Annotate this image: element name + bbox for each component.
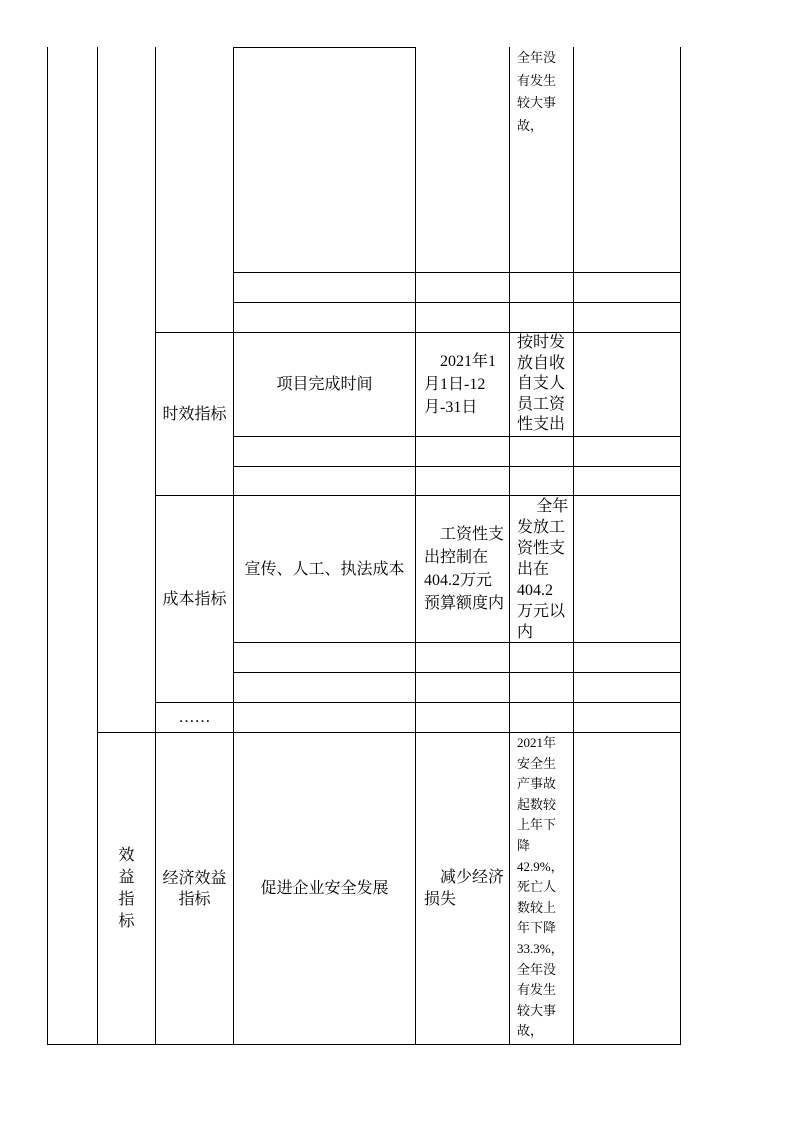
target-value-text: 减少经济 损失 [424, 868, 505, 908]
target-value-cell [415, 47, 510, 273]
indicator-cell [233, 732, 416, 1045]
actual-value-cell [509, 302, 574, 333]
indicator-cell [233, 436, 416, 467]
remark-cell [573, 466, 681, 496]
level2-indicator-cell [97, 47, 156, 733]
remark-cell [573, 672, 681, 703]
level3-indicator-cell [155, 47, 234, 333]
level3-indicator-cell-economic-benefit [155, 732, 234, 1045]
target-value-cell [415, 642, 510, 673]
actual-value-cell [509, 332, 574, 437]
actual-value-cell [509, 272, 574, 303]
indicator-cell [233, 495, 416, 643]
level3-indicator-cell-cost [155, 495, 234, 703]
actual-value-text: 全年没 有发生 较大事 故， [517, 50, 557, 133]
remark-cell [573, 272, 681, 303]
indicator-name: 促进企业安全发展 [260, 880, 389, 897]
target-value-cell [415, 466, 510, 496]
level3-indicator-label: 时效指标 [162, 405, 227, 423]
actual-value-cell [509, 495, 574, 643]
target-value-cell [415, 302, 510, 333]
level3-indicator-label: 成本指标 [162, 590, 227, 608]
remark-cell [573, 732, 681, 1045]
target-value-cell [415, 272, 510, 303]
indicator-cell [233, 47, 416, 273]
actual-value-cell [509, 642, 574, 673]
actual-value-cell [509, 732, 574, 1045]
target-value-cell [415, 436, 510, 467]
target-value-cell [415, 732, 510, 1045]
level1-indicator-cell [47, 47, 98, 1045]
target-value-cell [415, 495, 510, 643]
level3-indicator-cell-timeliness [155, 332, 234, 496]
actual-value-text: 按时发 放自收 自支人 员工资 性支出 [517, 334, 566, 434]
ellipsis-label: …… [178, 709, 211, 726]
remark-cell [573, 702, 681, 733]
target-value-cell [415, 332, 510, 437]
level2-indicator-cell-benefit [97, 732, 156, 1045]
remark-cell [573, 495, 681, 643]
level2-indicator-label: 效 益 指 标 [118, 846, 135, 930]
indicator-cell [233, 272, 416, 303]
indicator-cell [233, 642, 416, 673]
target-value-text: 工资性支 出控制在 404.2万元 预算额度内 [424, 526, 505, 612]
indicator-cell [233, 466, 416, 496]
actual-value-cell [509, 702, 574, 733]
indicator-cell [233, 332, 416, 437]
actual-value-text: 全年 发放工 资性支 出在 404.2 万元以 内 [517, 497, 569, 641]
target-value-cell [415, 672, 510, 703]
actual-value-cell [509, 47, 574, 273]
indicator-cell [233, 702, 416, 733]
indicator-cell [233, 302, 416, 333]
target-value-cell [415, 702, 510, 733]
actual-value-cell [509, 436, 574, 467]
remark-cell [573, 332, 681, 437]
indicator-cell [233, 672, 416, 703]
actual-value-text: 2021年 安全生 产事故 起数较 上年下 降 42.9%， 死亡人 数较上 年下降 33.3%， 全年没 有发生 较大事 故， [517, 735, 564, 1039]
level3-indicator-cell-more [155, 702, 234, 733]
remark-cell [573, 436, 681, 467]
remark-cell [573, 47, 681, 273]
remark-cell [573, 642, 681, 673]
indicator-name: 宣传、人工、执法成本 [244, 560, 405, 578]
indicator-name: 项目完成时间 [276, 376, 373, 393]
remark-cell [573, 302, 681, 333]
level3-indicator-label: 经济效益 指标 [162, 869, 227, 908]
actual-value-cell [509, 672, 574, 703]
actual-value-cell [509, 466, 574, 496]
target-value-text: 2021年1 月1日-12 月-31日 [424, 353, 497, 416]
